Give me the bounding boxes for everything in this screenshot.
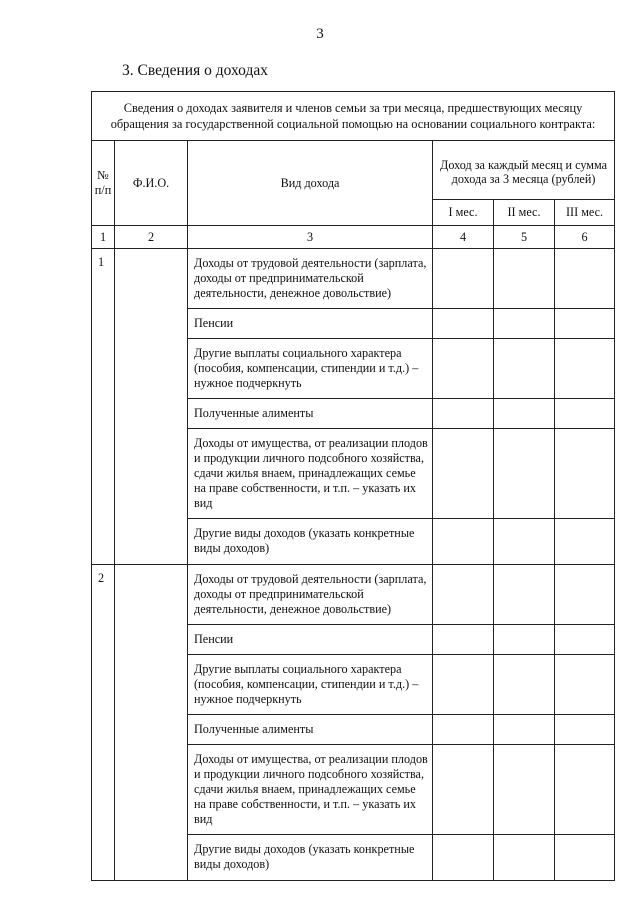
month-1-amount-cell[interactable] — [433, 565, 494, 625]
row-number: 1 — [92, 249, 115, 565]
month-3-amount-cell[interactable] — [555, 519, 615, 565]
section-title: 3. Сведения о доходах — [122, 62, 268, 79]
month-3-amount-cell[interactable] — [555, 339, 615, 399]
month-3-amount-cell[interactable] — [555, 625, 615, 655]
header-month-2: II мес. — [494, 200, 555, 226]
month-2-amount-cell[interactable] — [494, 835, 555, 881]
month-2-amount-cell[interactable] — [494, 625, 555, 655]
column-number-5: 5 — [494, 226, 555, 249]
table-caption: Сведения о доходах заявителя и членов семьи за три месяца, предшествующих месяцу обращения за государственной социальной помощью на основании социального контракта: — [92, 92, 615, 141]
income-kind-cell: Доходы от имущества, от реализации плодов и продукции личного подсобного хозяйства, сдачи жилья внаем, принадлежащих семье на праве собственности, и т.п. – указать их вид — [188, 429, 433, 519]
month-1-amount-cell[interactable] — [433, 715, 494, 745]
income-kind-cell: Другие выплаты социального характера (пособия, компенсации, стипендии и т.д.) – нужное подчеркнуть — [188, 339, 433, 399]
month-3-amount-cell[interactable] — [555, 835, 615, 881]
month-1-amount-cell[interactable] — [433, 625, 494, 655]
income-kind-cell: Другие выплаты социального характера (пособия, компенсации, стипендии и т.д.) – нужное подчеркнуть — [188, 655, 433, 715]
header-num: № п/п — [92, 141, 115, 226]
table-row — [92, 565, 615, 625]
month-1-amount-cell[interactable] — [433, 309, 494, 339]
header-fio: Ф.И.О. — [115, 141, 188, 226]
month-2-amount-cell[interactable] — [494, 519, 555, 565]
month-3-amount-cell[interactable] — [555, 399, 615, 429]
income-kind-cell: Доходы от трудовой деятельности (зарплата, доходы от предпринимательской деятельности, денежное довольствие) — [188, 249, 433, 309]
header-month-1: I мес. — [433, 200, 494, 226]
month-3-amount-cell[interactable] — [555, 429, 615, 519]
income-kind-cell: Другие виды доходов (указать конкретные виды доходов) — [188, 519, 433, 565]
income-kind-cell: Доходы от имущества, от реализации плодов и продукции личного подсобного хозяйства, сдачи жилья внаем, принадлежащих семье на праве собственности, и т.п. – указать их вид — [188, 745, 433, 835]
income-kind-cell: Полученные алименты — [188, 715, 433, 745]
column-number-1: 1 — [92, 226, 115, 249]
income-kind-cell: Доходы от трудовой деятельности (зарплата, доходы от предпринимательской деятельности, денежное довольствие) — [188, 565, 433, 625]
month-1-amount-cell[interactable] — [433, 655, 494, 715]
month-1-amount-cell[interactable] — [433, 835, 494, 881]
fio-cell[interactable] — [115, 565, 188, 881]
month-3-amount-cell[interactable] — [555, 565, 615, 625]
month-1-amount-cell[interactable] — [433, 339, 494, 399]
month-2-amount-cell[interactable] — [494, 745, 555, 835]
month-2-amount-cell[interactable] — [494, 565, 555, 625]
month-2-amount-cell[interactable] — [494, 339, 555, 399]
column-number-3: 3 — [188, 226, 433, 249]
page-number: 3 — [316, 26, 324, 42]
month-1-amount-cell[interactable] — [433, 429, 494, 519]
column-number-2: 2 — [115, 226, 188, 249]
month-1-amount-cell[interactable] — [433, 249, 494, 309]
income-kind-cell: Другие виды доходов (указать конкретные виды доходов) — [188, 835, 433, 881]
month-1-amount-cell[interactable] — [433, 399, 494, 429]
month-2-amount-cell[interactable] — [494, 399, 555, 429]
month-2-amount-cell[interactable] — [494, 249, 555, 309]
income-kind-cell: Пенсии — [188, 625, 433, 655]
month-3-amount-cell[interactable] — [555, 655, 615, 715]
income-kind-cell: Пенсии — [188, 309, 433, 339]
month-3-amount-cell[interactable] — [555, 249, 615, 309]
month-2-amount-cell[interactable] — [494, 309, 555, 339]
header-month-3: III мес. — [555, 200, 615, 226]
month-3-amount-cell[interactable] — [555, 715, 615, 745]
month-1-amount-cell[interactable] — [433, 519, 494, 565]
month-1-amount-cell[interactable] — [433, 745, 494, 835]
table-row — [92, 249, 615, 309]
income-kind-cell: Полученные алименты — [188, 399, 433, 429]
month-3-amount-cell[interactable] — [555, 745, 615, 835]
month-3-amount-cell[interactable] — [555, 309, 615, 339]
month-2-amount-cell[interactable] — [494, 655, 555, 715]
fio-cell[interactable] — [115, 249, 188, 565]
column-number-6: 6 — [555, 226, 615, 249]
column-number-4: 4 — [433, 226, 494, 249]
header-income-kind: Вид дохода — [188, 141, 433, 226]
month-2-amount-cell[interactable] — [494, 429, 555, 519]
header-monthly-income: Доход за каждый месяц и сумма дохода за 3 месяца (рублей) — [433, 141, 615, 200]
income-table — [91, 91, 615, 881]
month-2-amount-cell[interactable] — [494, 715, 555, 745]
row-number: 2 — [92, 565, 115, 881]
